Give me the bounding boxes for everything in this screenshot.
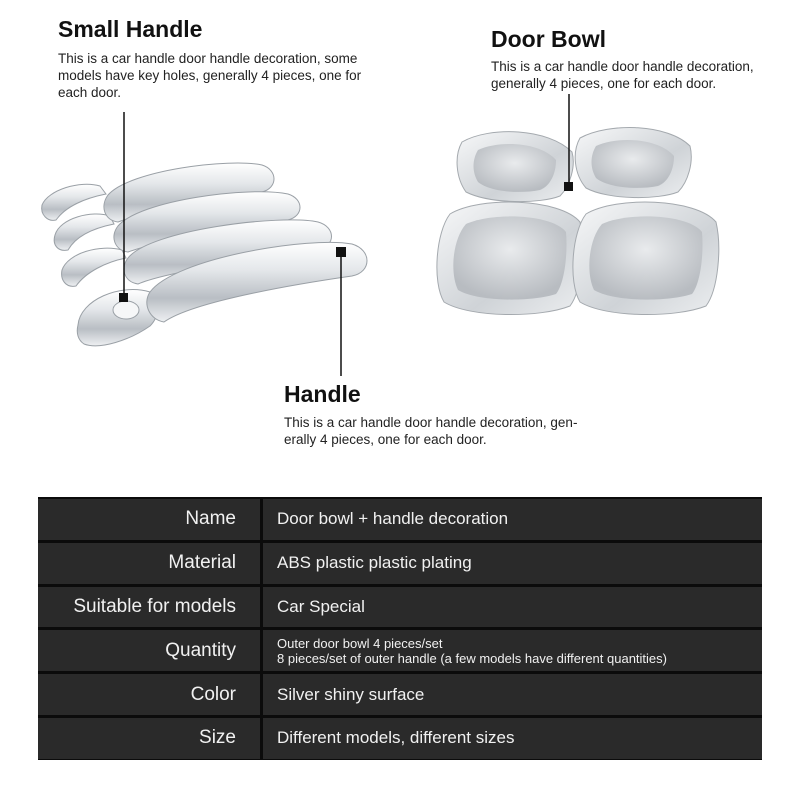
spec-value-line: Outer door bowl 4 pieces/set bbox=[277, 635, 443, 651]
spec-label: Color bbox=[38, 672, 260, 716]
spec-value-line: ABS plastic plastic plating bbox=[277, 553, 472, 573]
small-handle-line: This is a car handle door handle decoration, some bbox=[58, 51, 358, 66]
small-handle-line: each door. bbox=[58, 85, 122, 100]
spec-label: Size bbox=[38, 716, 260, 760]
spec-row-suitable-models bbox=[38, 585, 762, 629]
spec-label: Quantity bbox=[38, 628, 260, 672]
spec-value-line: Door bowl + handle decoration bbox=[277, 509, 509, 529]
handle-line: erally 4 pieces, one for each door. bbox=[284, 432, 487, 447]
spec-row-material bbox=[38, 541, 762, 585]
door-bowl-line: This is a car handle door handle decoration, bbox=[491, 59, 754, 74]
door-bowls bbox=[437, 128, 719, 315]
handle-line: This is a car handle door handle decoration, gen- bbox=[284, 415, 578, 430]
spec-value-line: Silver shiny surface bbox=[277, 684, 425, 704]
spec-row-name bbox=[38, 497, 762, 541]
spec-value bbox=[263, 628, 762, 672]
door-bowl-title: Door Bowl bbox=[491, 26, 606, 52]
spec-value-line: Different models, different sizes bbox=[277, 728, 515, 748]
spec-value-line: Car Special bbox=[277, 596, 365, 616]
handle-title: Handle bbox=[284, 381, 361, 407]
spec-label: Material bbox=[38, 541, 260, 585]
small-handle-title: Small Handle bbox=[58, 16, 203, 42]
spec-value bbox=[263, 716, 762, 760]
door-bowl-line: generally 4 pieces, one for each door. bbox=[491, 76, 717, 91]
small-handle-line: models have key holes, generally 4 pieces, one for bbox=[58, 68, 362, 83]
spec-row-quantity bbox=[38, 628, 762, 672]
spec-row-color bbox=[38, 672, 762, 716]
spec-table bbox=[38, 497, 762, 760]
spec-label: Name bbox=[38, 497, 260, 541]
spec-value bbox=[263, 672, 762, 716]
spec-value bbox=[263, 497, 762, 541]
spec-value bbox=[263, 585, 762, 629]
spec-label: Suitable for models bbox=[38, 585, 260, 629]
spec-value-line: 8 pieces/set of outer handle (a few models have different quantities) bbox=[277, 650, 667, 666]
spec-value bbox=[263, 541, 762, 585]
spec-row-size bbox=[38, 716, 762, 760]
